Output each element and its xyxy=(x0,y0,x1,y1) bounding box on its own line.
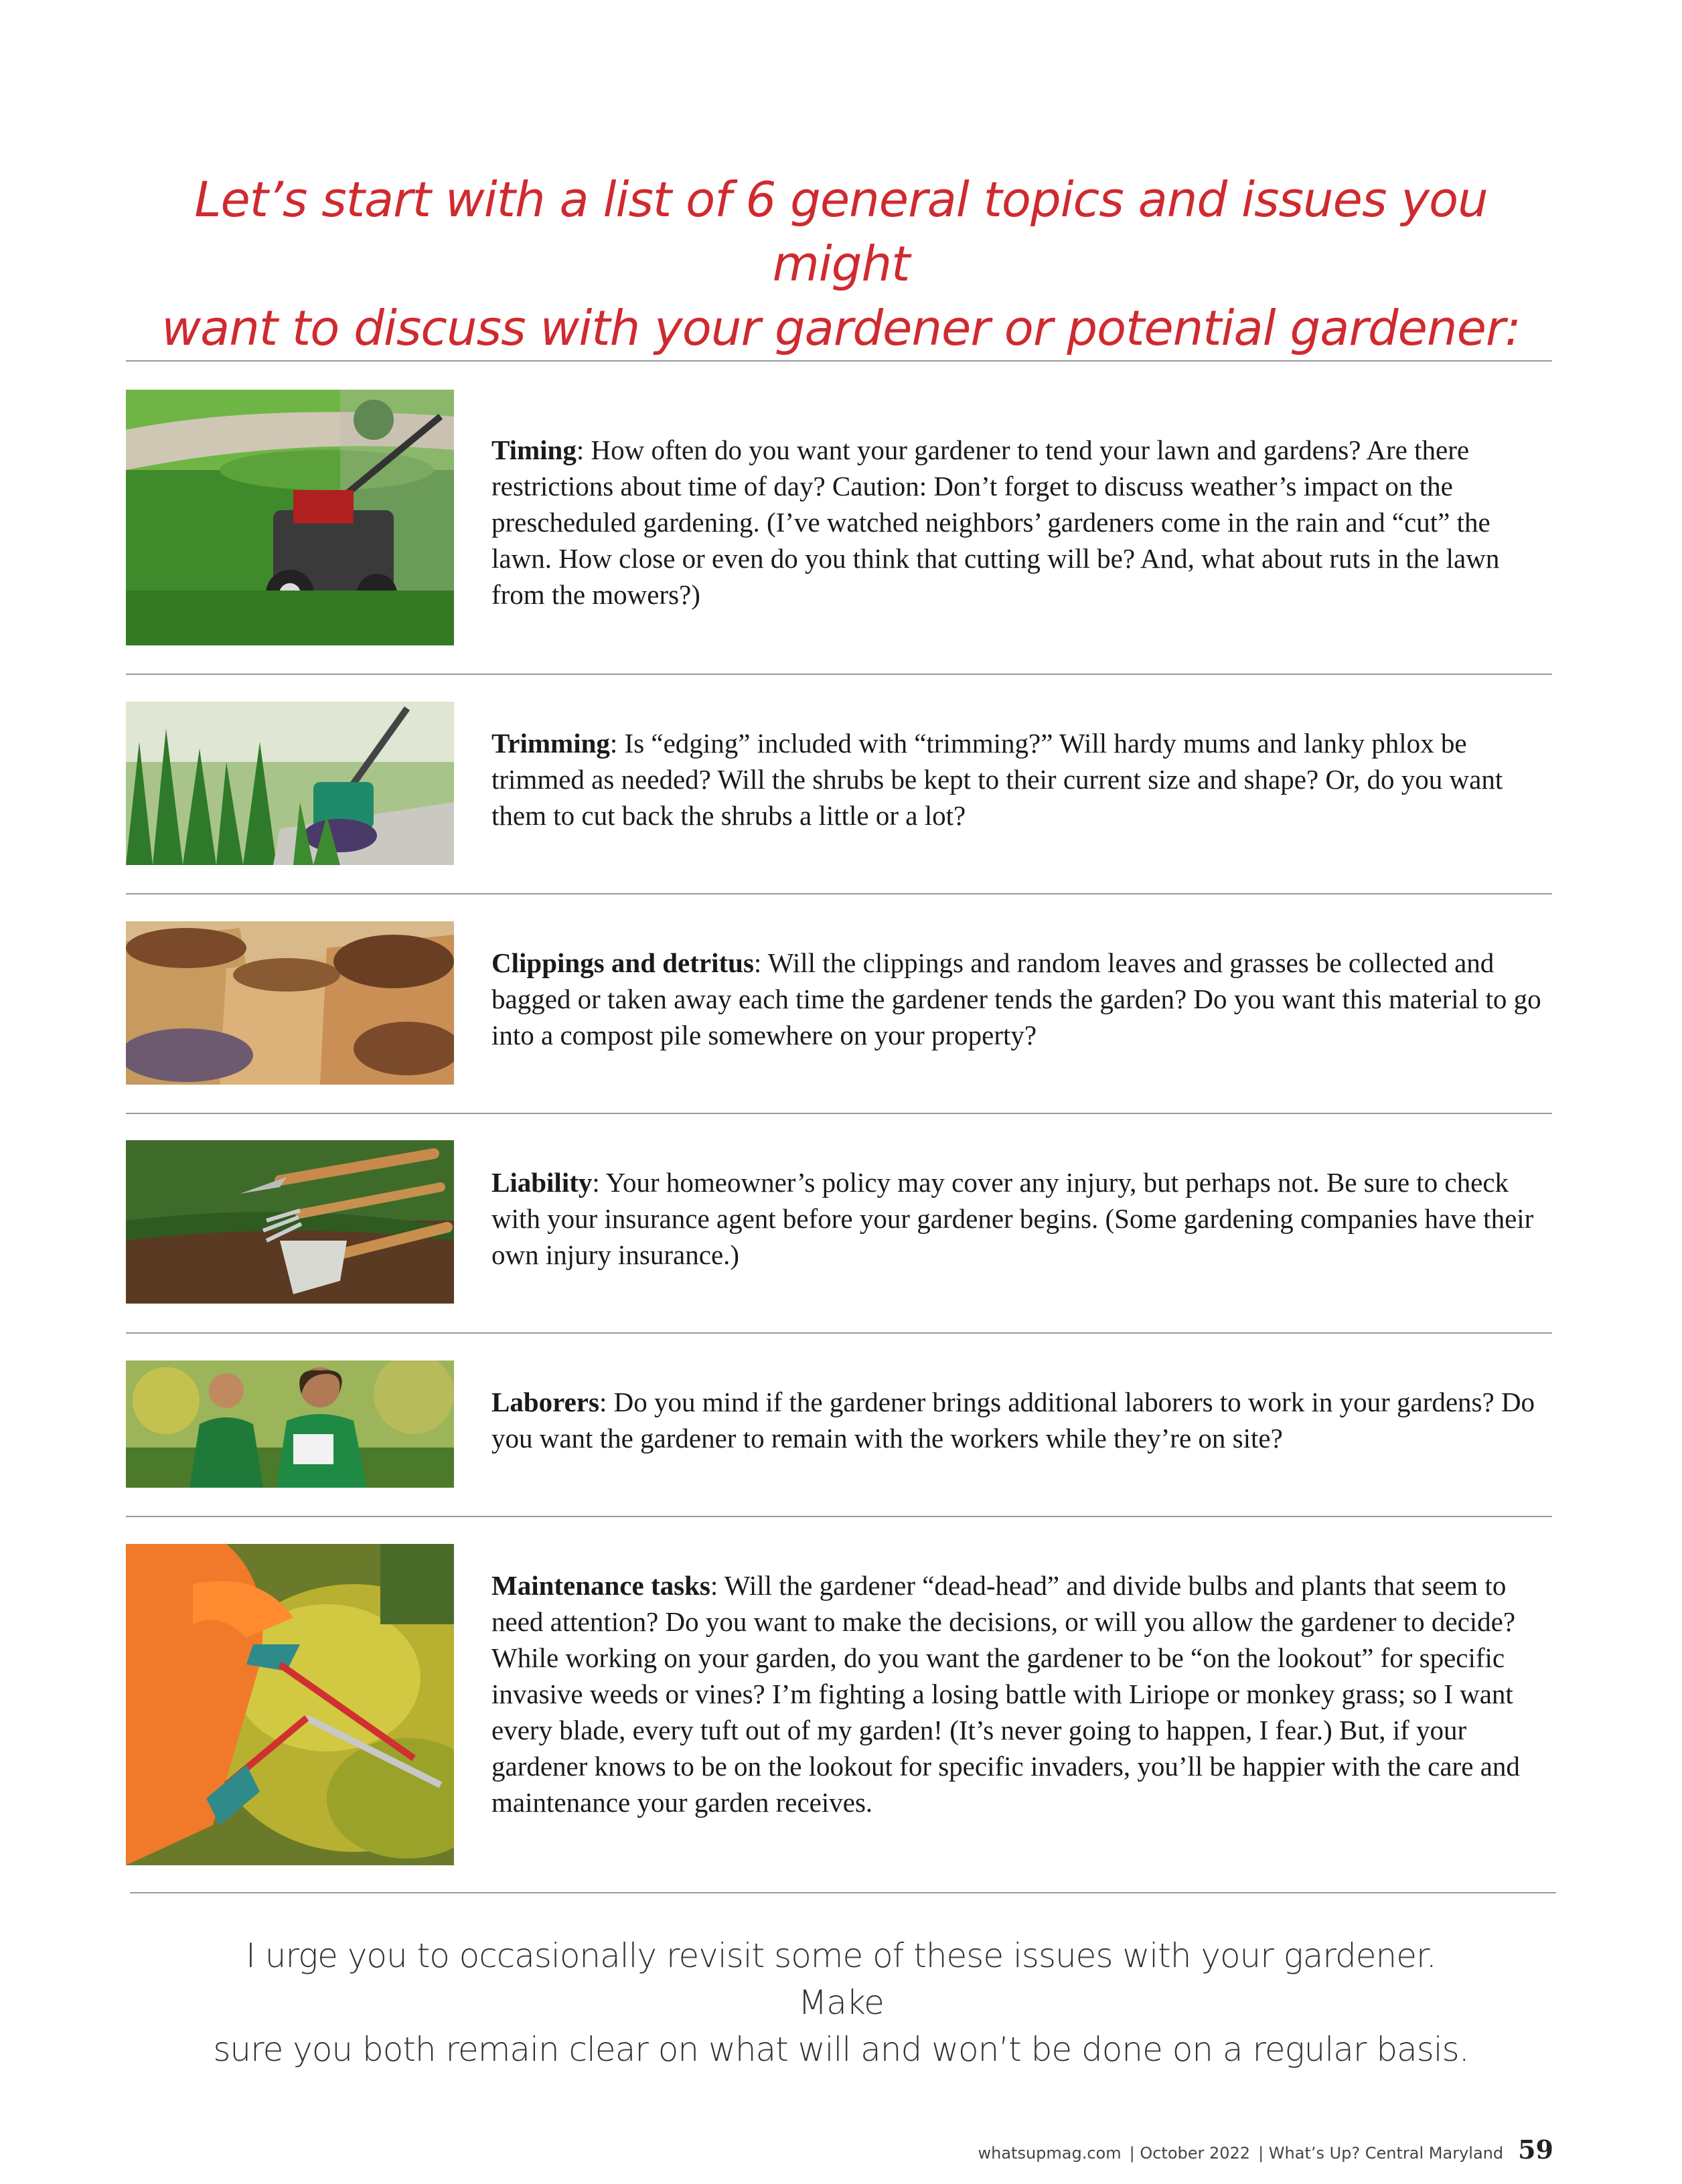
gardeners-photo xyxy=(126,1360,454,1488)
divider xyxy=(130,1892,1556,1893)
topic-title: Maintenance tasks xyxy=(491,1570,710,1601)
footer-issue: | October 2022 xyxy=(1129,2144,1251,2163)
topic-liability xyxy=(491,1164,1556,1273)
topic-body: : Is “edging” included with “trimming?” Will hardy mums and lanky phlox be trimmed as needed? Will the shrubs be kept to their current size and shape? Or, do you want them to cut back the shrubs a little or a lot? xyxy=(491,728,1503,831)
leaf-bags-photo xyxy=(126,921,454,1085)
divider xyxy=(126,674,1552,675)
topic-title: Liability xyxy=(491,1167,593,1198)
closing-line-2: sure you both remain clear on what will and won’t be done on a regular basis. xyxy=(213,2030,1469,2069)
divider xyxy=(126,1113,1552,1114)
topic-body: : Will the clippings and random leaves and grasses be collected and bagged or taken away each time the gardener tends the garden? Do you want this material to go into a compost pile somewhere on your property? xyxy=(491,947,1541,1050)
page-footer xyxy=(978,2134,1553,2165)
topic-body: : Your homeowner’s policy may cover any injury, but perhaps not. Be sure to check with your insurance agent before your gardener begins. (Some gardening companies have their own injury insurance.) xyxy=(491,1167,1534,1270)
footer-site: whatsupmag.com xyxy=(978,2144,1122,2163)
topic-title: Timing xyxy=(491,435,577,465)
topic-laborers xyxy=(491,1384,1556,1456)
topic-body: : Will the gardener “dead-head” and divide bulbs and plants that seem to need attention? Do you want to make the decisions, or will you allow the gardener to decide? While working on your garden, do you want the gardener to be “on the lookout” for specific invasive weeds or vines? I’m fighting a losing battle with Liriope or monkey grass; so I want every blade, every tuft out of my garden! (It’s never going to happen, I fear.) But, if your gardener knows to be on the lookout for specific invaders, you’ll be happier with the care and maintenance your garden receives. xyxy=(491,1570,1520,1818)
intro-heading xyxy=(121,167,1561,360)
topic-clippings xyxy=(491,945,1556,1053)
topic-body: : Do you mind if the gardener brings additional laborers to work in your gardens? Do you want the gardener to remain with the workers while they’re on site? xyxy=(491,1387,1535,1454)
topic-title: Trimming xyxy=(491,728,610,759)
intro-line-1: Let’s start with a list of 6 general topics and issues you might xyxy=(194,171,1488,292)
topic-maintenance xyxy=(491,1567,1556,1820)
divider xyxy=(126,360,1552,362)
closing-line-1: I urge you to occasionally revisit some of these issues with your gardener. Make xyxy=(246,1936,1436,2022)
topic-trimming xyxy=(491,725,1556,834)
string-trimmer-photo xyxy=(126,702,454,865)
divider xyxy=(126,1332,1552,1334)
lawn-mower-photo xyxy=(126,390,454,645)
intro-line-2: want to discuss with your gardener or potential gardener: xyxy=(161,300,1521,356)
topic-title: Laborers xyxy=(491,1387,599,1417)
footer-publication: | What’s Up? Central Maryland xyxy=(1258,2144,1504,2163)
hedge-trimming-photo xyxy=(126,1544,454,1865)
topic-timing xyxy=(491,432,1556,613)
topic-body: : How often do you want your gardener to tend your lawn and gardens? Are there restrictions about time of day? Caution: Don’t forget to discuss weather’s impact on the prescheduled gardening. (I’ve watched neighbors’ gardeners come in the rain and “cut” the lawn. How close or even do you think that cutting will be? And, what about ruts in the lawn from the mowers?) xyxy=(491,435,1500,610)
topic-title: Clippings and detritus xyxy=(491,947,754,978)
divider xyxy=(126,893,1552,894)
garden-tools-photo xyxy=(126,1140,454,1304)
closing-note xyxy=(201,1932,1481,2073)
page-number: 59 xyxy=(1518,2134,1553,2165)
divider xyxy=(126,1516,1552,1517)
